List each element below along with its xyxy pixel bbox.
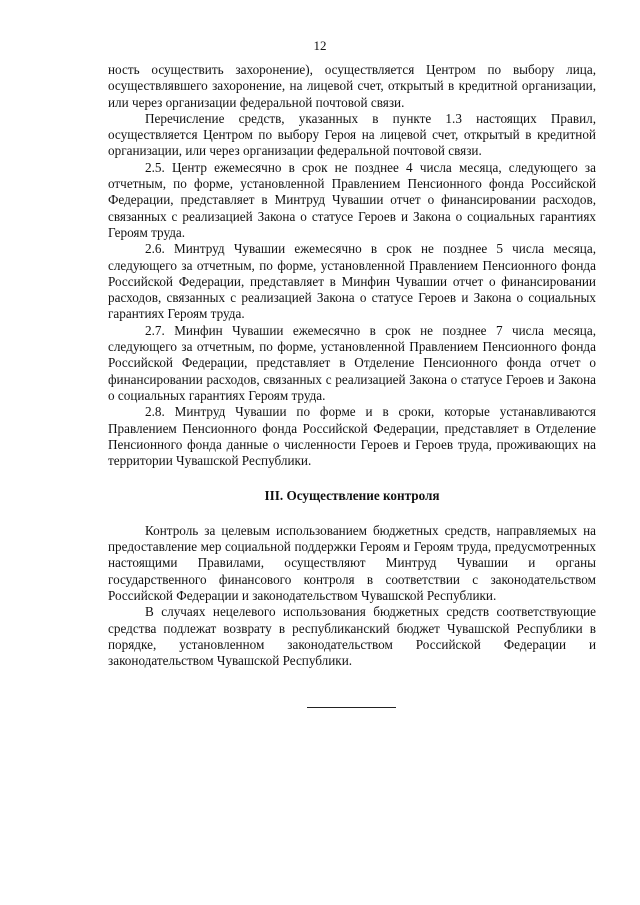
paragraph-transfer-of-funds: Перечисление средств, указанных в пункте 1.3 настоящих Правил, осуществляется Центром по выбору Героя на лицевой счет, открытый в кредитной организации, или через организации федеральной почтовой связи. <box>108 110 596 159</box>
page-number: 12 <box>313 38 327 53</box>
paragraph-control: Контроль за целевым использованием бюджетных средств, направляемых на предоставление мер социальной поддержки Героям и Героям труда, предусмотренных настоящими Правилами, осуществляют Минтруд Чувашии и органы государственного финансового контроля в соответствии с законодательством Российской Федерации и законодательством Чувашской Республики. <box>108 522 596 603</box>
paragraph-2-6: 2.6. Минтруд Чувашии ежемесячно в срок не позднее 5 числа месяца, следующего за отчетным, по форме, установленной Правлением Пенсионного фонда Российской Федерации, представляет в Минфин Чувашии отчет о финансировании расходов, связанных с реализацией Закона о статусе Героев и Закона о социальных гарантиях Героям труда. <box>108 241 596 322</box>
document-body <box>108 62 596 669</box>
paragraph-misuse: В случаях нецелевого использования бюджетных средств соответствующие средства подлежат возврату в республиканский бюджет Чувашской Республики в порядке, установленном законодательством Российской Федерации и законодательством Чувашской Республики. <box>108 604 596 669</box>
section-heading: III. Осуществление контроля <box>264 488 440 504</box>
paragraph-2-7: 2.7. Минфин Чувашии ежемесячно в срок не позднее 7 числа месяца, следующего за отчетным, по форме, установленной Правлением Пенсионного фонда Российской Федерации, представляет в Отделение Пенсионного фонда отчет о финансировании расходов, связанных с реализацией Закона о статусе Героев и Закона о социальных гарантиях Героям труда. <box>108 322 596 403</box>
paragraph-2-5: 2.5. Центр ежемесячно в срок не позднее 4 числа месяца, следующего за отчетным, по форме, установленной Правлением Пенсионного фонда Российской Федерации, представляет в Минтруд Чувашии отчет о финансировании расходов, связанных с реализацией Закона о статусе Героев и Закона о социальных гарантиях Героям труда. <box>108 159 596 240</box>
paragraph-continuation: ность осуществить захоронение), осуществляется Центром по выбору лица, осуществлявшего захоронение, на лицевой счет, открытый в кредитной организации, или через организации федеральной почтовой связи. <box>108 62 596 110</box>
end-divider-line <box>307 707 396 708</box>
paragraph-2-8: 2.8. Минтруд Чувашии по форме и в сроки, которые устанавливаются Правлением Пенсионного фонда Российской Федерации, представляет в Отделение Пенсионного фонда данные о численности Героев и Героев труда, проживающих на территории Чувашской Республики. <box>108 404 596 469</box>
